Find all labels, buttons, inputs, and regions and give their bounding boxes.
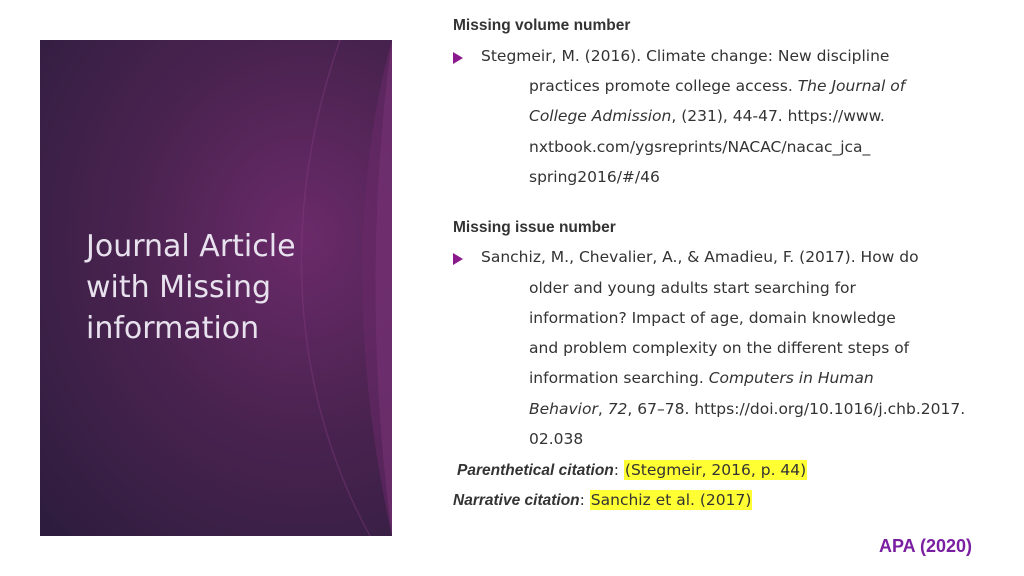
journal-title: Behavior bbox=[529, 400, 598, 418]
reference-line bbox=[529, 369, 874, 387]
volume-number: 72 bbox=[607, 400, 628, 418]
reference-text: , (231), 44-47. https://www. bbox=[671, 107, 885, 125]
reference-line: Stegmeir, M. (2016). Climate change: New discipline bbox=[481, 47, 890, 65]
heading-missing-issue: Missing issue number bbox=[453, 219, 616, 236]
reference-text: practices promote college access. bbox=[529, 77, 798, 95]
journal-title: Computers in Human bbox=[708, 369, 874, 387]
journal-title: The Journal of bbox=[797, 77, 906, 95]
reference-line bbox=[529, 107, 885, 125]
citation-colon: : bbox=[579, 491, 590, 509]
highlighted-citation: Sanchiz et al. (2017) bbox=[590, 491, 752, 509]
citation-colon: : bbox=[613, 461, 624, 479]
reference-text: information searching. bbox=[529, 369, 709, 387]
reference-url: nxtbook.com/ygsreprints/NACAC/nacac_jca_ bbox=[529, 138, 871, 156]
reference-line: 02.038 bbox=[529, 430, 584, 448]
reference-line: older and young adults start searching for bbox=[529, 279, 856, 297]
reference-line: and problem complexity on the different steps of bbox=[529, 339, 910, 357]
heading-missing-volume: Missing volume number bbox=[453, 17, 631, 34]
reference-line bbox=[529, 77, 905, 95]
reference-url: spring2016/#/46 bbox=[529, 168, 660, 186]
triangle-bullet-icon bbox=[453, 52, 463, 64]
reference-text: , bbox=[597, 400, 608, 418]
highlighted-citation: (Stegmeir, 2016, p. 44) bbox=[624, 461, 807, 479]
title-panel bbox=[40, 40, 392, 536]
reference-text: , 67–78. https://doi.org/10.1016/j.chb.2017. bbox=[627, 400, 966, 418]
triangle-bullet-icon bbox=[453, 253, 463, 265]
citation-label: Parenthetical citation bbox=[457, 462, 614, 479]
narrative-citation bbox=[453, 491, 752, 510]
journal-title: College Admission bbox=[529, 107, 672, 125]
parenthetical-citation bbox=[457, 461, 807, 480]
reference-line: information? Impact of age, domain knowledge bbox=[529, 309, 896, 327]
reference-line: Sanchiz, M., Chevalier, A., & Amadieu, F. (2017). How do bbox=[481, 248, 919, 266]
source-label: APA (2020) bbox=[878, 536, 972, 556]
reference-line bbox=[529, 400, 965, 418]
slide-title: Journal Article with Missing information bbox=[86, 229, 296, 346]
citation-label: Narrative citation bbox=[453, 492, 580, 509]
